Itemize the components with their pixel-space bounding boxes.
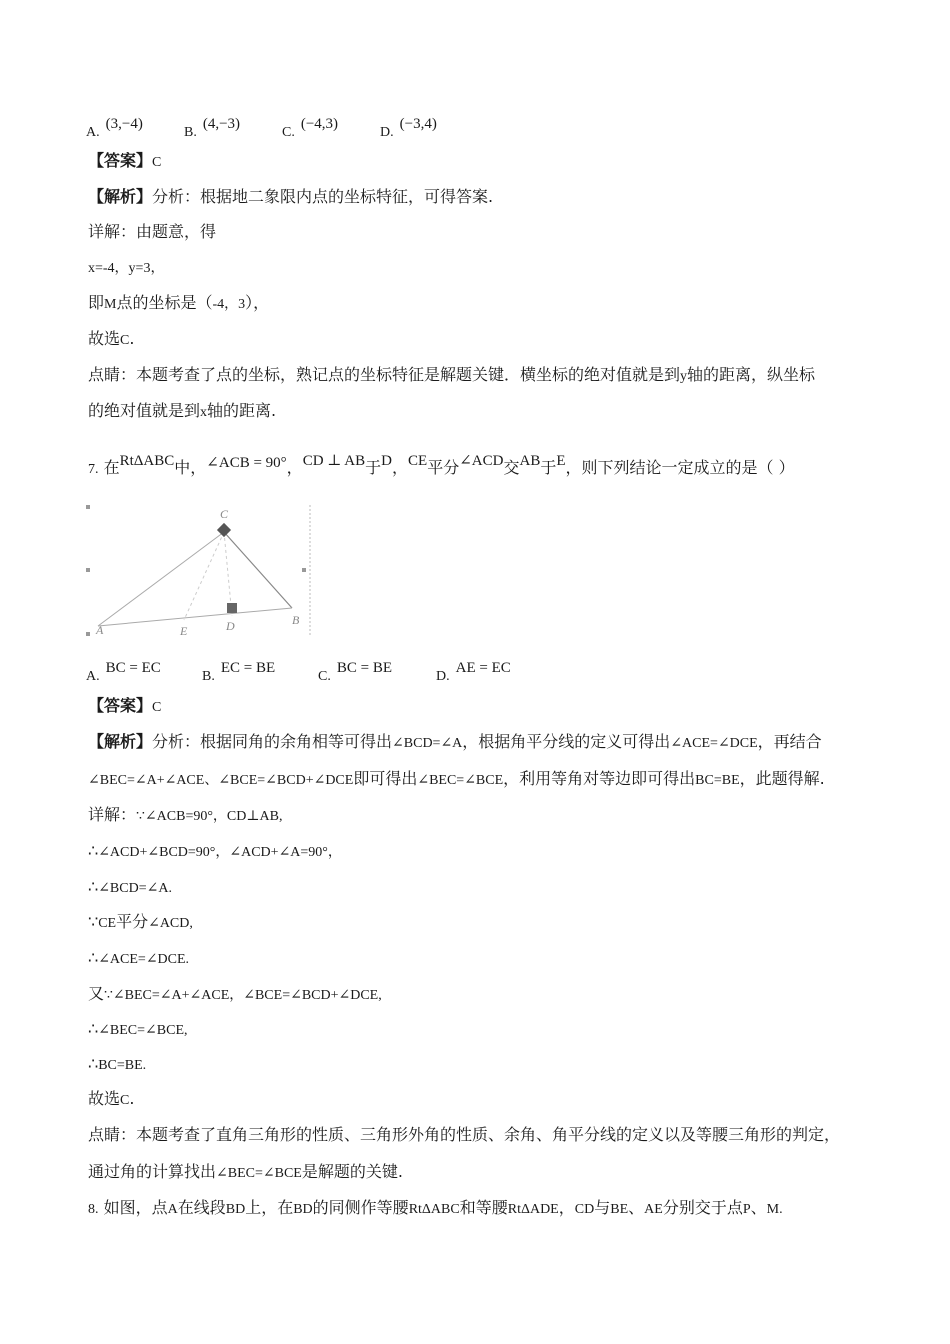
option-value: (−4,3): [300, 116, 339, 132]
q6-option-d[interactable]: [380, 116, 437, 141]
option-value: (4,−3): [202, 116, 241, 132]
q7-comment-2: [88, 1161, 890, 1185]
text: 故选: [88, 1089, 121, 1108]
text: 在: [103, 458, 120, 477]
q7-detail-1: [88, 804, 890, 828]
because-symbol: ∵: [88, 912, 99, 931]
option-label: B.: [202, 669, 215, 684]
text: 即: [88, 293, 105, 312]
right-angle-mark-d: [227, 603, 237, 613]
answer-value: C: [152, 155, 162, 170]
q6-xy: x=-4，y=3，: [88, 261, 165, 276]
math: ∠ACB = 90°: [206, 455, 287, 471]
math: ∠BEC=∠BCE,: [98, 1023, 188, 1038]
math: A: [167, 1202, 178, 1217]
side-ab: [98, 608, 292, 626]
q6-m-coord: [88, 292, 890, 316]
math: CD: [574, 1202, 595, 1217]
math: BC=BE.: [98, 1058, 147, 1073]
q8-stem: [88, 1197, 890, 1221]
math: P: [742, 1202, 751, 1217]
text: 的绝对值就是到: [88, 401, 201, 420]
q6-analysis: [88, 186, 890, 208]
text: 分别交于点: [662, 1198, 743, 1217]
text: ），: [245, 293, 270, 312]
math: ∵∠BEC=∠A+∠ACE，∠BCE=∠BCD+∠DCE,: [104, 988, 382, 1003]
m-letter: M: [104, 297, 117, 312]
q7-option-c[interactable]: [318, 660, 392, 685]
q7-detail-8: [88, 1053, 890, 1077]
therefore-symbol: ∴: [88, 841, 99, 860]
text: ，则下列结论一定成立的是（ ）: [565, 458, 795, 477]
text: 如图，点: [103, 1198, 168, 1217]
q7-detail-3: [88, 876, 890, 900]
q6-option-c[interactable]: [282, 116, 338, 141]
text: 的同侧作等腰: [312, 1198, 409, 1217]
text: 与: [594, 1198, 611, 1217]
q7-stem: [88, 450, 890, 481]
math: BD: [293, 1202, 313, 1217]
text: 通过角的计算找出: [88, 1162, 217, 1181]
option-label: A.: [86, 669, 100, 684]
math: ∵∠ACB=90°，CD⊥AB,: [136, 809, 283, 824]
option-value: EC = BE: [220, 660, 276, 676]
triangle-figure: [86, 500, 316, 642]
label-d: D: [226, 619, 235, 633]
q6-comment-2: [88, 400, 890, 424]
side-ac: [98, 532, 224, 626]
choice-letter: C: [120, 1093, 130, 1108]
math: RtΔABC: [408, 1202, 460, 1217]
math: CE: [98, 916, 117, 931]
q7-analysis-1: [88, 731, 890, 755]
text: 于: [540, 458, 557, 477]
analysis-tag: 【解析】: [88, 187, 153, 206]
therefore-symbol: ∴: [88, 1054, 99, 1073]
option-label: D.: [436, 669, 450, 684]
var: x: [200, 405, 208, 420]
text: ，根据角平分线的定义可得出: [462, 732, 671, 751]
analysis-text: 分析：根据地二象限内点的坐标特征，可得答案.: [152, 187, 494, 206]
text: 是解题的关键.: [301, 1162, 403, 1181]
text: 、: [750, 1198, 767, 1217]
bisector-ce: [184, 532, 224, 620]
text: 即可得出: [353, 769, 418, 788]
option-value: BC = BE: [336, 660, 392, 676]
text: 点的坐标是（: [116, 293, 213, 312]
math: ∠ACD,: [148, 916, 193, 931]
text: 轴的距离，纵坐标: [687, 365, 816, 384]
option-value: BC = EC: [105, 660, 161, 676]
math: RtΔADE: [507, 1202, 559, 1217]
text: 于: [365, 458, 382, 477]
label-b: B: [292, 613, 300, 627]
option-label: C.: [282, 125, 295, 140]
therefore-symbol: ∴: [88, 877, 99, 896]
q7-detail-7: [88, 1018, 890, 1042]
math: RtΔABC: [119, 453, 175, 469]
q7-option-a[interactable]: [86, 660, 161, 685]
q7-choose: [88, 1088, 890, 1112]
math: AE: [644, 1202, 663, 1217]
frame-marker: [86, 568, 90, 572]
math: M.: [766, 1202, 783, 1217]
text: ，此题得解.: [739, 769, 825, 788]
text: 平分: [427, 458, 460, 477]
math: BD: [225, 1202, 246, 1217]
math: AB: [519, 453, 541, 469]
math: BC=BE: [695, 773, 740, 788]
q6-detail-head: 详解：由题意，得: [88, 222, 217, 241]
analysis-tag: 【解析】: [88, 732, 153, 751]
option-label: A.: [86, 125, 100, 140]
frame-marker: [86, 505, 90, 509]
q7-comment-1: 点睛：本题考查了直角三角形的性质、三角形外角的性质、余角、角平分线的定义以及等腰三角形的判定，: [88, 1125, 841, 1144]
option-label: C.: [318, 669, 331, 684]
frame-marker: [86, 632, 90, 636]
question-number: 7.: [88, 462, 99, 477]
math: ∠BCD=∠A: [392, 736, 463, 751]
answer-tag: 【答案】: [88, 696, 153, 715]
q6-option-b[interactable]: [184, 116, 240, 141]
side-cb: [224, 532, 292, 608]
text: 又: [88, 984, 105, 1003]
text: 在线段: [177, 1198, 226, 1217]
q7-answer: [88, 695, 890, 719]
math: D: [381, 453, 393, 469]
text: ，: [558, 1198, 575, 1217]
math: ∠BEC=∠BCE: [216, 1166, 302, 1181]
question-number: 8.: [88, 1202, 99, 1217]
var: y: [680, 369, 688, 384]
text: 交: [503, 458, 520, 477]
math: ∠BCD=∠A.: [98, 881, 172, 896]
option-label: B.: [184, 125, 197, 140]
text: 点睛：本题考查了点的坐标，熟记点的坐标特征是解题关键．横坐标的绝对值就是到: [88, 365, 681, 384]
option-value: (3,−4): [105, 116, 143, 132]
math: ∠ACE=∠DCE: [670, 736, 758, 751]
math: ∠ACD+∠BCD=90°，∠ACD+∠A=90°，: [98, 845, 342, 860]
frame-marker: [302, 568, 306, 572]
text: .: [129, 1089, 135, 1108]
q7-option-d[interactable]: [436, 660, 511, 685]
text: ，: [392, 458, 409, 477]
right-angle-mark-c: [217, 523, 231, 537]
q7-detail-4: [88, 911, 890, 935]
math: ∠BEC=∠BCE: [417, 773, 504, 788]
q6-comment-1: [88, 364, 890, 388]
coord-value: -4，3: [212, 297, 246, 312]
q6-option-a[interactable]: [86, 116, 143, 141]
text: 、: [628, 1198, 645, 1217]
q7-analysis-2: [88, 768, 890, 792]
text: 详解：: [88, 805, 137, 824]
math: CD ⊥ AB: [302, 453, 366, 469]
text: .: [129, 329, 135, 348]
text: 和等腰: [459, 1198, 508, 1217]
option-label: D.: [380, 125, 394, 140]
text: ，利用等角对等边即可得出: [503, 769, 696, 788]
math: CE: [408, 453, 428, 469]
choice-letter: C: [120, 333, 130, 348]
label-e: E: [180, 624, 188, 638]
q7-detail-5: [88, 947, 890, 971]
math: ∠ACE=∠DCE.: [98, 952, 190, 967]
answer-tag: 【答案】: [88, 151, 153, 170]
label-c: C: [220, 507, 229, 521]
text: ，再结合: [757, 732, 822, 751]
text: 上，在: [245, 1198, 294, 1217]
q7-detail-6: [88, 983, 890, 1007]
q6-answer: [88, 150, 890, 174]
text: 中，: [174, 458, 207, 477]
q7-option-b[interactable]: [202, 660, 275, 685]
answer-value: C: [152, 700, 162, 715]
therefore-symbol: ∴: [88, 948, 99, 967]
q6-choose: [88, 328, 890, 352]
text: 轴的距离.: [207, 401, 277, 420]
label-a: A: [96, 623, 104, 637]
math: E: [556, 453, 566, 469]
text: 平分: [116, 912, 149, 931]
option-value: AE = EC: [455, 660, 511, 676]
math: ∠ACD: [459, 453, 504, 469]
text: 分析：根据同角的余角相等可得出: [152, 732, 393, 751]
option-value: (−3,4): [399, 116, 437, 132]
math: ∠BEC=∠A+∠ACE、∠BCE=∠BCD+∠DCE: [88, 773, 354, 788]
text: 故选: [88, 329, 121, 348]
q7-detail-2: [88, 840, 890, 864]
text: ，: [286, 458, 303, 477]
therefore-symbol: ∴: [88, 1019, 99, 1038]
math: BE: [610, 1202, 629, 1217]
